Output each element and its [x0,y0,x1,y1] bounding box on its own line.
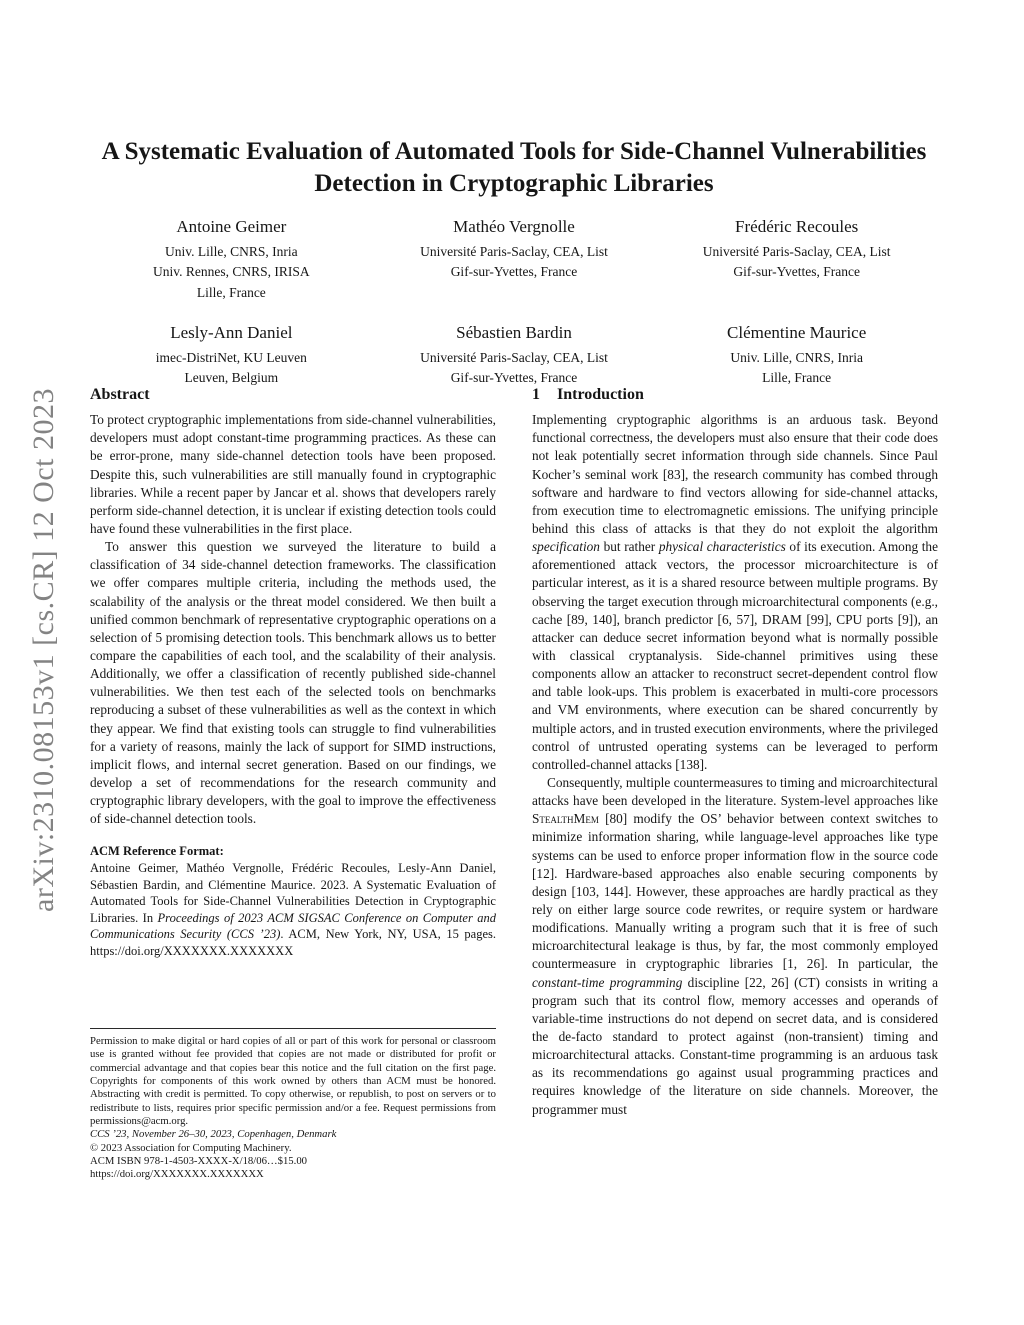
section-number: 1 [532,386,540,403]
abstract-paragraph-2: To answer this question we surveyed the literature to build a classification of 34 side-channel detection frameworks. The classification we offer compares multiple criteria, including the methods used, the scalability of the analysis or the threat model considered. We then built a unified common benchmark of representative cryptographic operations on a selection of 5 promising detection tools. This benchmark allows us to better compare the capabilities of each tool, and the scalability of their analysis. Additionally, we offer a classification of recently published side-channel vulnerabilities. We then test each of the selected tools on benchmarks reproducing a subset of these vulnerabilities as well as the context in which they appear. We find that existing tools can struggle to find vulnerabilities for a variety of reasons, mainly the lack of support for SIMD instructions, implicit flows, and internal secret generation. Based on our findings, we develop a set of recommendations for the research community and cryptographic library developers, with the goal to improve the effectiveness of side-channel detection tools. [90,539,496,827]
author-name: Mathéo Vergnolle [453,217,575,236]
acm-reference-heading: ACM Reference Format: [90,844,224,859]
introduction-paragraph-1: Implementing cryptographic algorithms is an arduous task. Beyond functional correctness, the developers must also ensure that their code does not leak potentially secret information through side channels. Since Paul Kocher’s seminal work [83], the research community has combed through software and hardware to find vectors allowing for side-channel attacks, from execution time to electromagnetic emissions. The unifying principle behind this class of attacks is that they do not exploit the algorithm specification but rather physical characteristics of its execution. Among the aforementioned attack vectors, the processor microarchitecture is of particular interest, as it is a shared resource between multiple programs. By observing the target execution through microarchitectural components (e.g., cache [89, 140], branch predictor [6, 57], DRAM [99], CPU ports [9]), an attacker can deduce secret information beyond what is normally possible with classical cryptanalysis. Side-channel primitives using these components allow an attacker to reconstruct secret-dependent control flow and table look-ups. This problem is exacerbated in multi-core processors and VM environments, where execution can be shared concurrently by multiple actors, and in trusted execution environments, where the privileged control of untrusted operating systems can be leveraged to perform controlled-channel attacks [138]. [532,412,938,772]
paper-header [90,136,938,388]
author-name: Sébastien Bardin [456,322,572,342]
author-affiliation-line: Lille, France [762,370,832,385]
acm-reference-text: Antoine Geimer, Mathéo Vergnolle, Frédéric Recoules, Lesly-Ann Daniel, Sébastien Bardin, and Clémentine Maurice. 2023. A Systematic Evaluation of Automated Tools for Side-Channel Vulnerabilities Detection in Cryptographic Libraries. In Proceedings of 2023 ACM SIGSAC Conference on Computer and Communications Security (CCS ’23). ACM, New York, NY, USA, 15 pages. https://doi.org/XXXXXXX.XXXXXXX [90,860,496,958]
introduction-heading [532,385,938,404]
author-affiliation-line: Université Paris-Saclay, CEA, List [702,244,891,259]
author-block-maurice [655,323,938,389]
author-affiliation-line: Univ. Lille, CNRS, Inria [730,349,863,365]
authors-grid [90,217,938,388]
permission-text: Permission to make digital or hard copies of all or part of this work for personal or classroom use is granted without fee provided that copies are not made or distributed for profit or commercial advantage and that copies bear this notice and the full citation on the first page. Copyrights for components of this work owned by others than ACM must be honored. Abstracting with credit is permitted. To copy otherwise, or republish, to post on servers or to redistribute to lists, requires prior specific permission and/or a fee. Request permissions from permissions@acm.org. [90,1035,496,1127]
author-affiliation-line: Lille, France [196,284,266,300]
author-affiliation-line: Université Paris-Saclay, CEA, List [420,349,608,365]
author-affiliation-line: imec-DistriNet, KU Leuven [155,349,307,365]
isbn-line: ACM ISBN 978-1-4503-XXXX-X/18/06…$15.00 [90,1154,308,1167]
author-block-daniel [90,323,373,389]
author-affiliation-line: Université Paris-Saclay, CEA, List [420,244,608,259]
right-column [532,385,938,1119]
author-affiliation-line: Gif-sur-Yvettes, France [450,370,578,385]
abstract-heading: Abstract [90,386,150,403]
author-block-recoules [655,217,938,303]
introduction-paragraph-2: Consequently, multiple countermeasures to timing and microarchitectural attacks have been developed in the literature. System-level approaches like StealthMem [80] modify the OS’ behavior between context switches to minimize information sharing, while language-level approaches like type systems can be used to enforce proper information flow in the source code [12]. Hardware-based approaches also enable securing components by design [103, 144]. However, these approaches are hardly practical as they rely on either large source code rewrites, or require system or hardware modifications. Manually writing a program such that it is free of such microarchitectural leakage is thus, by far, the most commonly employed countermeasure in cryptographic libraries [1, 26]. In particular, the constant-time programming discipline [22, 26] (CT) consists in writing a program such that its control flow, memory accesses and operands of variable-time instructions do not depend on secret data, and is considered the de-facto standard to protect against (non-transient) timing and microarchitectural attacks. Constant-time programming is an arduous task as its recommendations go against usual programming practices and requires knowledge of the literature on side channels. Moreover, the programmer must [532,775,938,1117]
acm-reference-block [90,843,496,959]
author-affiliation-line: Gif-sur-Yvettes, France [733,264,860,280]
author-block-bardin [373,323,656,389]
author-block-vergnolle [373,217,656,303]
copyright-footnote [90,1028,496,1181]
section-title: Introduction [557,386,644,403]
author-block-geimer [90,217,373,303]
copyright-line: © 2023 Association for Computing Machinery. [90,1141,292,1154]
author-name: Antoine Geimer [176,217,287,236]
author-name: Clémentine Maurice [727,322,867,342]
paper-title: A Systematic Evaluation of Automated Tools for Side-Channel Vulnerabilities Detection in Cryptographic Libraries [101,138,927,197]
conference-line: CCS ’23, November 26–30, 2023, Copenhagen, Denmark [90,1128,337,1141]
arxiv-watermark: arXiv:2310.08153v1 [cs.CR] 12 Oct 2023 [27,388,60,912]
author-affiliation-line: Univ. Lille, CNRS, Inria [165,244,298,259]
author-affiliation-line: Gif-sur-Yvettes, France [450,264,578,280]
abstract-paragraph-1: To protect cryptographic implementations from side-channel vulnerabilities, developers must adopt constant-time programming practices. As these can be error-prone, many side-channel detection tools have been proposed. Despite this, such vulnerabilities are still manually found in cryptographic libraries. While a recent paper by Jancar et al. shows that developers rarely perform side-channel detection, it is unclear if existing detection tools could have found these vulnerabilities in the first place. [90,412,496,537]
left-column [90,385,496,959]
author-affiliation-line: Leuven, Belgium [184,370,279,385]
author-name: Lesly-Ann Daniel [170,322,293,342]
author-affiliation-line: Univ. Rennes, CNRS, IRISA [153,264,310,280]
doi-line: https://doi.org/XXXXXXX.XXXXXXX [90,1168,264,1181]
author-name: Frédéric Recoules [735,217,859,236]
